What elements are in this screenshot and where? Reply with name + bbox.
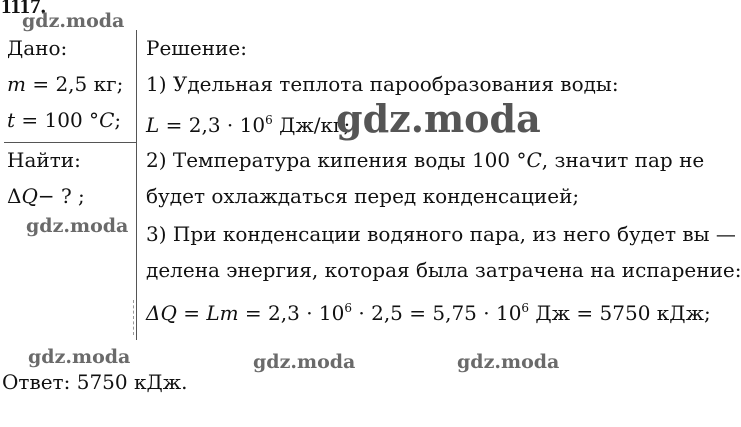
solution-line-1: 1) Удельная теплота парообразования воды: <box>146 72 619 96</box>
find-rest: − ? ; <box>37 184 85 208</box>
solution-line-5: 3) При конденсации водяного пара, из него будет вы — <box>146 222 736 246</box>
answer: Ответ: 5750 кДж. <box>2 370 188 394</box>
line3-unit: C <box>526 148 542 172</box>
given-mass <box>7 72 123 96</box>
watermark-bottom-left: gdz.moda <box>28 346 131 368</box>
solution-line-2 <box>146 108 350 137</box>
divider-vertical-dashed <box>133 300 135 335</box>
line3-b: , значит пар не <box>541 148 705 172</box>
mass-symbol: m <box>7 72 26 96</box>
formula-a: = 2,3 · 10 <box>238 301 345 325</box>
divider-horizontal <box>4 142 136 143</box>
temp-tail: ; <box>114 108 122 132</box>
find-quantity <box>7 184 85 208</box>
find-prefix: Δ <box>7 184 22 208</box>
watermark-center: gdz.moda <box>336 96 541 141</box>
latent-heat-unit: Дж/кг; <box>272 113 351 137</box>
line3-a: 2) Температура кипения воды 100 ° <box>146 148 527 172</box>
formula-c: Дж = 5750 кДж; <box>529 301 711 325</box>
problem-number: 1117. <box>1 0 46 18</box>
given-temperature <box>7 108 121 132</box>
solution-line-4: будет охлаждаться перед конденсацией; <box>146 184 580 208</box>
watermark-top-left: gdz.moda <box>22 10 125 32</box>
watermark-bottom-right: gdz.moda <box>457 351 560 373</box>
formula-lhs: ΔQ = Lm <box>146 301 239 325</box>
watermark-left-middle: gdz.moda <box>26 215 129 237</box>
formula-exp-1: 6 <box>344 301 353 315</box>
formula-exp-2: 6 <box>521 301 530 315</box>
solution-line-3 <box>146 148 704 172</box>
watermark-bottom-center: gdz.moda <box>253 351 356 373</box>
temp-value: = 100 ° <box>15 108 100 132</box>
formula-b: · 2,5 = 5,75 · 10 <box>352 301 522 325</box>
find-symbol: Q <box>21 184 38 208</box>
solution-line-7 <box>146 296 711 325</box>
latent-heat-exp: 6 <box>265 113 273 127</box>
solution-header: Решение: <box>146 36 247 60</box>
latent-heat-value: = 2,3 · 10 <box>159 113 266 137</box>
temp-symbol: t <box>7 108 16 132</box>
find-header: Найти: <box>7 148 81 172</box>
given-header: Дано: <box>7 36 68 60</box>
mass-value: = 2,5 кг; <box>25 72 124 96</box>
divider-vertical <box>136 30 137 340</box>
latent-heat-symbol: L <box>146 113 160 137</box>
solution-line-6: делена энергия, которая была затрачена на испарение: <box>146 258 741 282</box>
temp-unit: C <box>99 108 115 132</box>
